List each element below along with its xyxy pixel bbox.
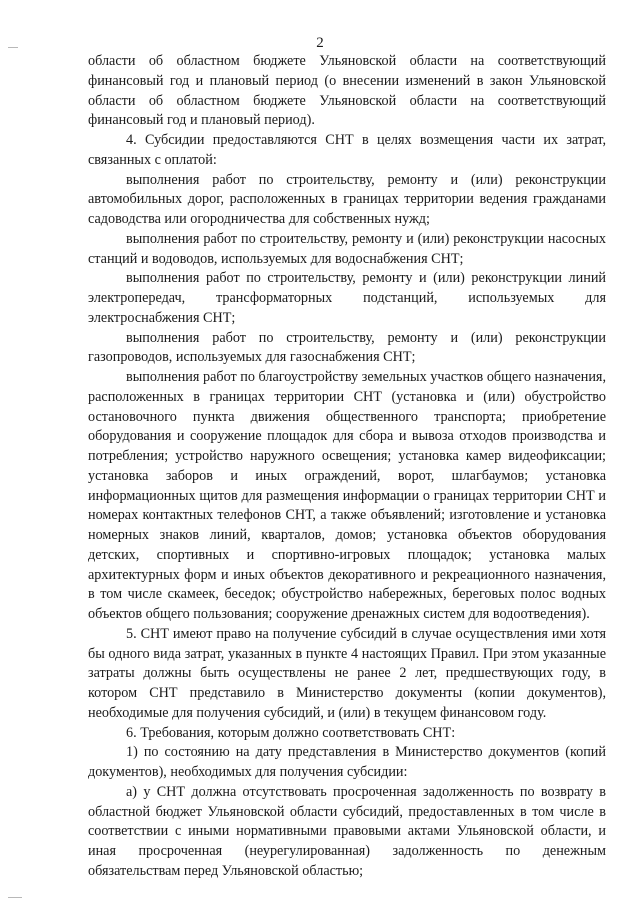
paragraph-landscaping: выполнения работ по благоустройству земельных участков общего назначения, расположенных в границах территории СНТ (установка и (или) обустройство остановочного пункта движения общественного транспорта; приобретение оборудования и сооружение площадок для сбора и вывоза отходов производства и потребления; устройство наружного освещения; установка камер видеофиксации; установка заборов и иных ограждений, ворот, шлагбаумов; установка информационных щитов для размещения информации о границах территории СНТ и номерах контактных телефонов СНТ, а также объявлений; изготовление и установка номерных знаков линий, кварталов, домов; установка объектов оборудования детских, спортивных и спортивно-игровых площадок; установка малых архитектурных форм и иных объектов декоративного и рекреационного назначения, в том числе скамеек, беседок; обустройство набережных, береговых полос водных объектов общего пользования; сооружение дренажных систем для водоотведения).: [88, 369, 606, 622]
paragraph-clause-5: 5. СНТ имеют право на получение субсидий в случае осуществления ими хотя бы одного вида затрат, указанных в пункте 4 настоящих Правил. При этом указанные затраты должны быть осуществлены не ранее 2 лет, предшествующих году, в котором СНТ представило в Министерство документы (копии документов), необходимые для получения субсидий, и (или) в текущем финансовом году.: [88, 625, 606, 721]
paragraph-power: выполнения работ по строительству, ремонту и (или) реконструкции линий электропередач, трансформаторных подстанций, используемых для электроснабжения СНТ;: [88, 270, 606, 326]
paragraph-clause-6: 6. Требования, которым должно соответствовать СНТ:: [126, 724, 456, 741]
paragraph-water: выполнения работ по строительству, ремонту и (или) реконструкции насосных станций и водоводов, используемых для водоснабжения СНТ;: [88, 230, 606, 267]
scan-margin-mark: [8, 897, 22, 898]
paragraph-clause-6-1: 1) по состоянию на дату представления в Министерство документов (копий документов), необходимых для получения субсидии:: [88, 744, 606, 780]
paragraph-clause-6-1-a: а) у СНТ должна отсутствовать просроченная задолженность по возврату в областной бюджет Ульяновской области субсидий, предоставленных в том числе в соответствии с иными нормативными правовыми актами Ульяновской области, и иная просроченная (неурегулированная) задолженность по денежным обязательствам перед Ульяновской областью;: [88, 783, 606, 879]
paragraph-clause-4: 4. Субсидии предоставляются СНТ в целях возмещения части их затрат, связанных с оплатой:: [88, 132, 606, 168]
document-body: [88, 52, 606, 882]
paragraph-roads: выполнения работ по строительству, ремонту и (или) реконструкции автомобильных дорог, расположенных в границах территории ведения гражданами садоводства или огородничества для собственных нужд;: [88, 171, 606, 227]
paragraph-gas: выполнения работ по строительству, ремонту и (или) реконструкции газопроводов, используемых для газоснабжения СНТ;: [88, 329, 606, 366]
paragraph-continuation: области об областном бюджете Ульяновской области на соответствующий финансовый год и плановый период (о внесении изменений в закон Ульяновской области об областном бюджете Ульяновской области на соответствующий финансовый год и плановый период).: [88, 53, 606, 129]
page-number: 2: [316, 35, 324, 51]
